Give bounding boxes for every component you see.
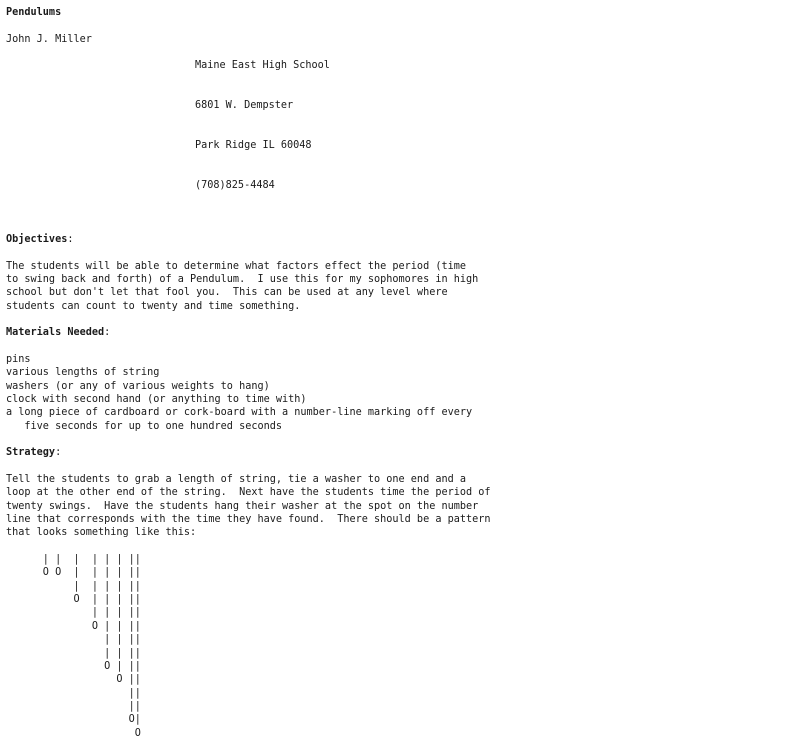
strategy-line: loop at the other end of the string. Next have the students time the period of bbox=[6, 487, 491, 499]
materials-heading-label: Materials Needed bbox=[6, 327, 105, 339]
objectives-line: school but don't let that fool you. This can be used at any level where bbox=[6, 287, 448, 299]
strategy-heading: Strategy: bbox=[6, 447, 62, 459]
figure-line: | | | || bbox=[6, 607, 141, 619]
figure-line: O| bbox=[6, 714, 141, 726]
objectives-line: to swing back and forth) of a Pendulum. I use this for my sophomores in high bbox=[6, 273, 479, 285]
blank-line bbox=[6, 220, 796, 233]
strategy-line: that looks something like this: bbox=[6, 527, 197, 539]
pendulum-ascii-figure bbox=[6, 553, 796, 740]
figure-line: O | | | || bbox=[6, 594, 141, 606]
materials-item: various lengths of string bbox=[6, 367, 160, 379]
address-line: 6801 W. Dempster bbox=[195, 100, 294, 112]
blank-line bbox=[6, 19, 796, 32]
materials-item: pins bbox=[6, 353, 31, 365]
blank-line bbox=[6, 246, 796, 259]
strategy-line: twenty swings. Have the students hang their washer at the spot on the number bbox=[6, 500, 479, 512]
blank-line bbox=[6, 540, 796, 553]
figure-line: | | | | || bbox=[6, 580, 141, 592]
strategy-line: Tell the students to grab a length of string, tie a washer to one end and a bbox=[6, 474, 467, 486]
materials-item: washers (or any of various weights to hang) bbox=[6, 380, 270, 392]
figure-line: O | || bbox=[6, 660, 141, 672]
strategy-body bbox=[6, 473, 796, 540]
blank-line bbox=[6, 433, 796, 446]
figure-line: O bbox=[6, 727, 141, 739]
figure-line: | | || bbox=[6, 647, 141, 659]
blank-line bbox=[6, 460, 796, 473]
figure-line: O O | | | | || bbox=[6, 567, 141, 579]
figure-line: O || bbox=[6, 674, 141, 686]
figure-line: | | | | | | || bbox=[6, 554, 141, 566]
strategy-heading-label: Strategy bbox=[6, 447, 56, 459]
figure-line: || bbox=[6, 700, 141, 712]
materials-heading: Materials Needed: bbox=[6, 327, 111, 339]
materials-item: five seconds for up to one hundred seconds bbox=[6, 420, 283, 432]
objectives-line: students can count to twenty and time something. bbox=[6, 300, 301, 312]
objectives-heading: Objectives: bbox=[6, 233, 74, 245]
address-line: Park Ridge IL 60048 bbox=[195, 140, 312, 152]
materials-list bbox=[6, 353, 796, 433]
objectives-heading-label: Objectives bbox=[6, 233, 68, 245]
strategy-line: line that corresponds with the time they have found. There should be a pattern bbox=[6, 514, 491, 526]
document-title: Pendulums bbox=[6, 7, 62, 18]
figure-line: O | | || bbox=[6, 620, 141, 632]
address-line: (708)825-4484 bbox=[195, 180, 275, 192]
materials-item: clock with second hand (or anything to time with) bbox=[6, 393, 307, 405]
blank-line bbox=[6, 340, 796, 353]
author-name: John J. Miller bbox=[6, 33, 92, 45]
author-block bbox=[6, 33, 796, 220]
figure-line: || bbox=[6, 687, 141, 699]
objectives-body bbox=[6, 260, 796, 313]
materials-item: a long piece of cardboard or cork-board with a number-line marking off every bbox=[6, 407, 473, 419]
figure-line: | | || bbox=[6, 634, 141, 646]
blank-line bbox=[6, 313, 796, 326]
address-line: Maine East High School bbox=[195, 60, 330, 72]
school-address bbox=[195, 33, 330, 220]
document-page bbox=[6, 6, 796, 740]
objectives-line: The students will be able to determine what factors effect the period (time bbox=[6, 260, 467, 272]
